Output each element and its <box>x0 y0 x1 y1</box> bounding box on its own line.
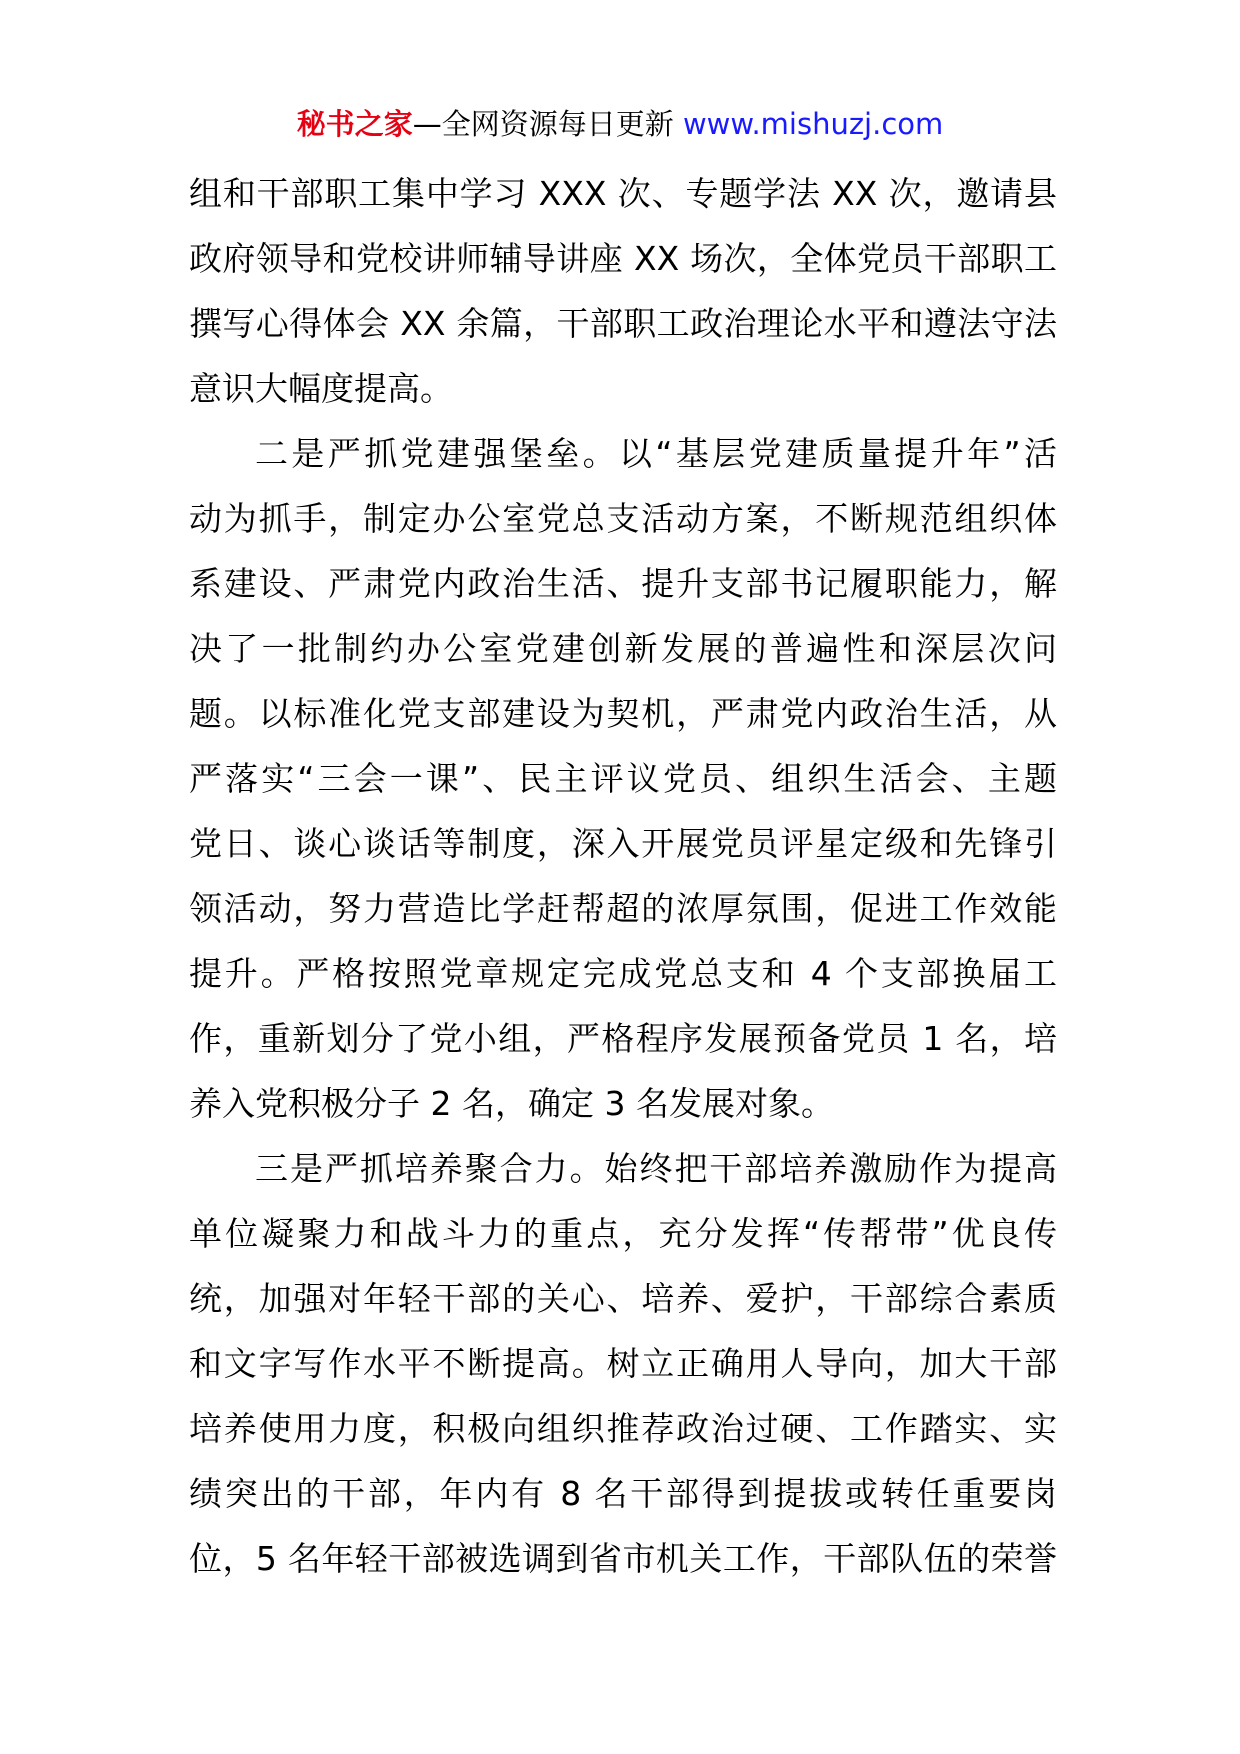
text-line: 单位凝聚力和战斗力的重点，充分发挥“传帮带”优良传 <box>189 1214 1057 1253</box>
text-line: 动为抓手，制定办公室党总支活动方案，不断规范组织体 <box>189 499 1057 538</box>
text-line: 政府领导和党校讲师辅导讲座 XX 场次，全体党员干部职工 <box>189 239 1057 278</box>
text-line: 位，5 名年轻干部被选调到省市机关工作，干部队伍的荣誉 <box>189 1539 1057 1578</box>
text-line: 意识大幅度提高。 <box>189 369 453 408</box>
text-line: 领活动，努力营造比学赶帮超的浓厚氛围，促进工作效能 <box>189 889 1057 928</box>
brand-name: 秘书之家 <box>296 107 413 141</box>
text-line: 和文字写作水平不断提高。树立正确用人导向，加大干部 <box>189 1344 1057 1383</box>
document-body <box>189 161 1057 1591</box>
text-line: 决了一批制约办公室党建创新发展的普遍性和深层次问 <box>189 629 1057 668</box>
text-line: 统，加强对年轻干部的关心、培养、爱护，干部综合素质 <box>189 1279 1057 1318</box>
text-line: 三是严抓培养聚合力。始终把干部培养激励作为提高 <box>255 1149 1057 1188</box>
text-line: 二是严抓党建强堡垒。以“基层党建质量提升年”活 <box>255 434 1057 473</box>
text-line: 党日、谈心谈话等制度，深入开展党员评星定级和先锋引 <box>189 824 1057 863</box>
text-line: 题。以标准化党支部建设为契机，严肃党内政治生活，从 <box>189 694 1057 733</box>
text-line: 养入党积极分子 2 名，确定 3 名发展对象。 <box>189 1084 834 1123</box>
page-header-watermark <box>0 100 1240 148</box>
text-line: 撰写心得体会 XX 余篇，干部职工政治理论水平和遵法守法 <box>189 304 1057 343</box>
site-url-link[interactable]: www.mishuzj.com <box>682 107 944 141</box>
text-line: 培养使用力度，积极向组织推荐政治过硬、工作踏实、实 <box>189 1409 1057 1448</box>
text-line: 严落实“三会一课”、民主评议党员、组织生活会、主题 <box>189 759 1057 798</box>
text-line: 绩突出的干部，年内有 8 名干部得到提拔或转任重要岗 <box>189 1474 1057 1513</box>
text-line: 作，重新划分了党小组，严格程序发展预备党员 1 名，培 <box>189 1019 1057 1058</box>
text-line: 系建设、严肃党内政治生活、提升支部书记履职能力，解 <box>189 564 1057 603</box>
brand-tagline: —全网资源每日更新 <box>412 107 683 141</box>
text-line: 提升。严格按照党章规定完成党总支和 4 个支部换届工 <box>189 954 1057 993</box>
text-line: 组和干部职工集中学习 XXX 次、专题学法 XX 次，邀请县 <box>189 174 1057 213</box>
